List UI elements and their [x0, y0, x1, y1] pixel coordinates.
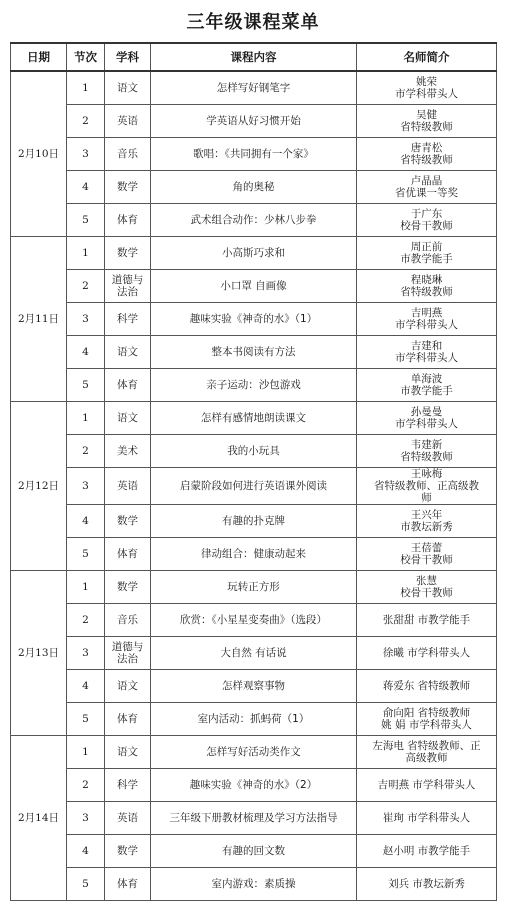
period-cell: 5 — [67, 369, 105, 402]
teacher-cell: 吉明燕 市学科带头人 — [357, 769, 497, 802]
period-cell: 5 — [67, 204, 105, 237]
date-cell: 2月14日 — [11, 736, 67, 901]
table-row — [11, 802, 497, 835]
course-content-cell: 室内游戏：素质操 — [151, 868, 357, 901]
table-row — [11, 402, 497, 435]
period-cell: 3 — [67, 138, 105, 171]
teacher-cell: 韦建新 省特级教师 — [357, 435, 497, 468]
header-subject: 学科 — [105, 43, 151, 71]
course-content-cell: 武术组合动作：少林八步拳 — [151, 204, 357, 237]
table-row — [11, 868, 497, 901]
table-row — [11, 835, 497, 868]
subject-cell: 道德与 法治 — [105, 637, 151, 670]
course-content-cell: 小高斯巧求和 — [151, 237, 357, 270]
period-cell: 1 — [67, 71, 105, 105]
course-content-cell: 大自然 有话说 — [151, 637, 357, 670]
table-row — [11, 138, 497, 171]
teacher-cell: 崔珣 市学科带头人 — [357, 802, 497, 835]
table-header-row — [11, 43, 497, 71]
course-content-cell: 怎样写好活动类作文 — [151, 736, 357, 769]
table-row — [11, 71, 497, 105]
course-content-cell: 室内活动：抓蚂荷（1） — [151, 703, 357, 736]
teacher-cell: 王兴年 市教坛新秀 — [357, 505, 497, 538]
teacher-cell: 于广东 校骨干教师 — [357, 204, 497, 237]
table-row — [11, 369, 497, 402]
date-cell: 2月10日 — [11, 71, 67, 237]
subject-cell: 音乐 — [105, 138, 151, 171]
table-row — [11, 336, 497, 369]
subject-cell: 英语 — [105, 468, 151, 505]
period-cell: 2 — [67, 105, 105, 138]
teacher-cell: 吉明燕 市学科带头人 — [357, 303, 497, 336]
subject-cell: 体育 — [105, 703, 151, 736]
teacher-cell: 程晓琳 省特级教师 — [357, 270, 497, 303]
teacher-cell: 孙曼曼 市学科带头人 — [357, 402, 497, 435]
course-content-cell: 趣味实验《神奇的水》（1） — [151, 303, 357, 336]
table-row — [11, 505, 497, 538]
course-content-cell: 怎样观察事物 — [151, 670, 357, 703]
table-row — [11, 670, 497, 703]
period-cell: 5 — [67, 868, 105, 901]
table-row — [11, 105, 497, 138]
teacher-cell: 姚荣 市学科带头人 — [357, 71, 497, 105]
subject-cell: 语文 — [105, 336, 151, 369]
table-row — [11, 703, 497, 736]
period-cell: 4 — [67, 670, 105, 703]
table-row — [11, 171, 497, 204]
teacher-cell: 俞向阳 省特级教师 姚 娟 市学科带头人 — [357, 703, 497, 736]
subject-cell: 语文 — [105, 670, 151, 703]
period-cell: 3 — [67, 468, 105, 505]
header-date: 日期 — [11, 43, 67, 71]
teacher-cell: 赵小明 市教学能手 — [357, 835, 497, 868]
table-row — [11, 736, 497, 769]
header-period: 节次 — [67, 43, 105, 71]
table-row — [11, 571, 497, 604]
teacher-cell: 王蓓蕾 校骨干教师 — [357, 538, 497, 571]
teacher-cell: 卢晶晶 省优课一等奖 — [357, 171, 497, 204]
course-content-cell: 怎样有感情地朗读课文 — [151, 402, 357, 435]
course-content-cell: 学英语从好习惯开始 — [151, 105, 357, 138]
subject-cell: 体育 — [105, 369, 151, 402]
date-cell: 2月12日 — [11, 402, 67, 571]
table-row — [11, 237, 497, 270]
page-title: 三年级课程菜单 — [186, 12, 320, 33]
period-cell: 5 — [67, 538, 105, 571]
course-schedule-table — [10, 42, 497, 901]
subject-cell: 数学 — [105, 171, 151, 204]
period-cell: 1 — [67, 237, 105, 270]
teacher-cell: 蒋爱东 省特级教师 — [357, 670, 497, 703]
subject-cell: 语文 — [105, 402, 151, 435]
table-row — [11, 435, 497, 468]
subject-cell: 音乐 — [105, 604, 151, 637]
course-content-cell: 角的奥秘 — [151, 171, 357, 204]
teacher-cell: 张甜甜 市教学能手 — [357, 604, 497, 637]
subject-cell: 语文 — [105, 71, 151, 105]
teacher-cell: 吴健 省特级教师 — [357, 105, 497, 138]
subject-cell: 体育 — [105, 868, 151, 901]
period-cell: 3 — [67, 802, 105, 835]
subject-cell: 数学 — [105, 835, 151, 868]
period-cell: 2 — [67, 435, 105, 468]
subject-cell: 科学 — [105, 303, 151, 336]
course-content-cell: 启蒙阶段如何进行英语课外阅读 — [151, 468, 357, 505]
schedule-body — [11, 71, 497, 901]
period-cell: 1 — [67, 571, 105, 604]
table-row — [11, 538, 497, 571]
period-cell: 4 — [67, 336, 105, 369]
subject-cell: 语文 — [105, 736, 151, 769]
subject-cell: 体育 — [105, 204, 151, 237]
teacher-cell: 唐青松 省特级教师 — [357, 138, 497, 171]
subject-cell: 科学 — [105, 769, 151, 802]
course-content-cell: 亲子运动：沙包游戏 — [151, 369, 357, 402]
course-content-cell: 歌唱：《共同拥有一个家》 — [151, 138, 357, 171]
course-content-cell: 趣味实验《神奇的水》（2） — [151, 769, 357, 802]
period-cell: 2 — [67, 270, 105, 303]
teacher-cell: 吉建和 市学科带头人 — [357, 336, 497, 369]
table-row — [11, 303, 497, 336]
course-content-cell: 怎样写好钢笔字 — [151, 71, 357, 105]
subject-cell: 英语 — [105, 105, 151, 138]
table-row — [11, 604, 497, 637]
course-content-cell: 整本书阅读有方法 — [151, 336, 357, 369]
teacher-cell: 刘兵 市教坛新秀 — [357, 868, 497, 901]
teacher-cell: 周正前 市教学能手 — [357, 237, 497, 270]
table-row — [11, 468, 497, 505]
course-content-cell: 玩转正方形 — [151, 571, 357, 604]
table-row — [11, 769, 497, 802]
period-cell: 5 — [67, 703, 105, 736]
course-content-cell: 三年级下册教材梳理及学习方法指导 — [151, 802, 357, 835]
header-teacher: 名师简介 — [357, 43, 497, 71]
period-cell: 1 — [67, 402, 105, 435]
table-row — [11, 270, 497, 303]
course-content-cell: 我的小玩具 — [151, 435, 357, 468]
period-cell: 4 — [67, 505, 105, 538]
subject-cell: 数学 — [105, 505, 151, 538]
subject-cell: 体育 — [105, 538, 151, 571]
period-cell: 3 — [67, 637, 105, 670]
table-row — [11, 204, 497, 237]
subject-cell: 道德与 法治 — [105, 270, 151, 303]
subject-cell: 美术 — [105, 435, 151, 468]
subject-cell: 数学 — [105, 237, 151, 270]
teacher-cell: 左海电 省特级教师、正 高级教师 — [357, 736, 497, 769]
period-cell: 3 — [67, 303, 105, 336]
teacher-cell: 张慧 校骨干教师 — [357, 571, 497, 604]
period-cell: 4 — [67, 835, 105, 868]
course-content-cell: 欣赏：《小星星变奏曲》（选段） — [151, 604, 357, 637]
period-cell: 2 — [67, 604, 105, 637]
teacher-cell: 王咏梅 省特级教师、正高级教 师 — [357, 468, 497, 505]
course-content-cell: 律动组合：健康动起来 — [151, 538, 357, 571]
period-cell: 2 — [67, 769, 105, 802]
course-content-cell: 小口罩 自画像 — [151, 270, 357, 303]
header-content: 课程内容 — [151, 43, 357, 71]
teacher-cell: 单海波 市教学能手 — [357, 369, 497, 402]
teacher-cell: 徐曦 市学科带头人 — [357, 637, 497, 670]
subject-cell: 数学 — [105, 571, 151, 604]
date-cell: 2月11日 — [11, 237, 67, 402]
period-cell: 1 — [67, 736, 105, 769]
course-content-cell: 有趣的扑克牌 — [151, 505, 357, 538]
date-cell: 2月13日 — [11, 571, 67, 736]
subject-cell: 英语 — [105, 802, 151, 835]
table-row — [11, 637, 497, 670]
period-cell: 4 — [67, 171, 105, 204]
course-content-cell: 有趣的回文数 — [151, 835, 357, 868]
